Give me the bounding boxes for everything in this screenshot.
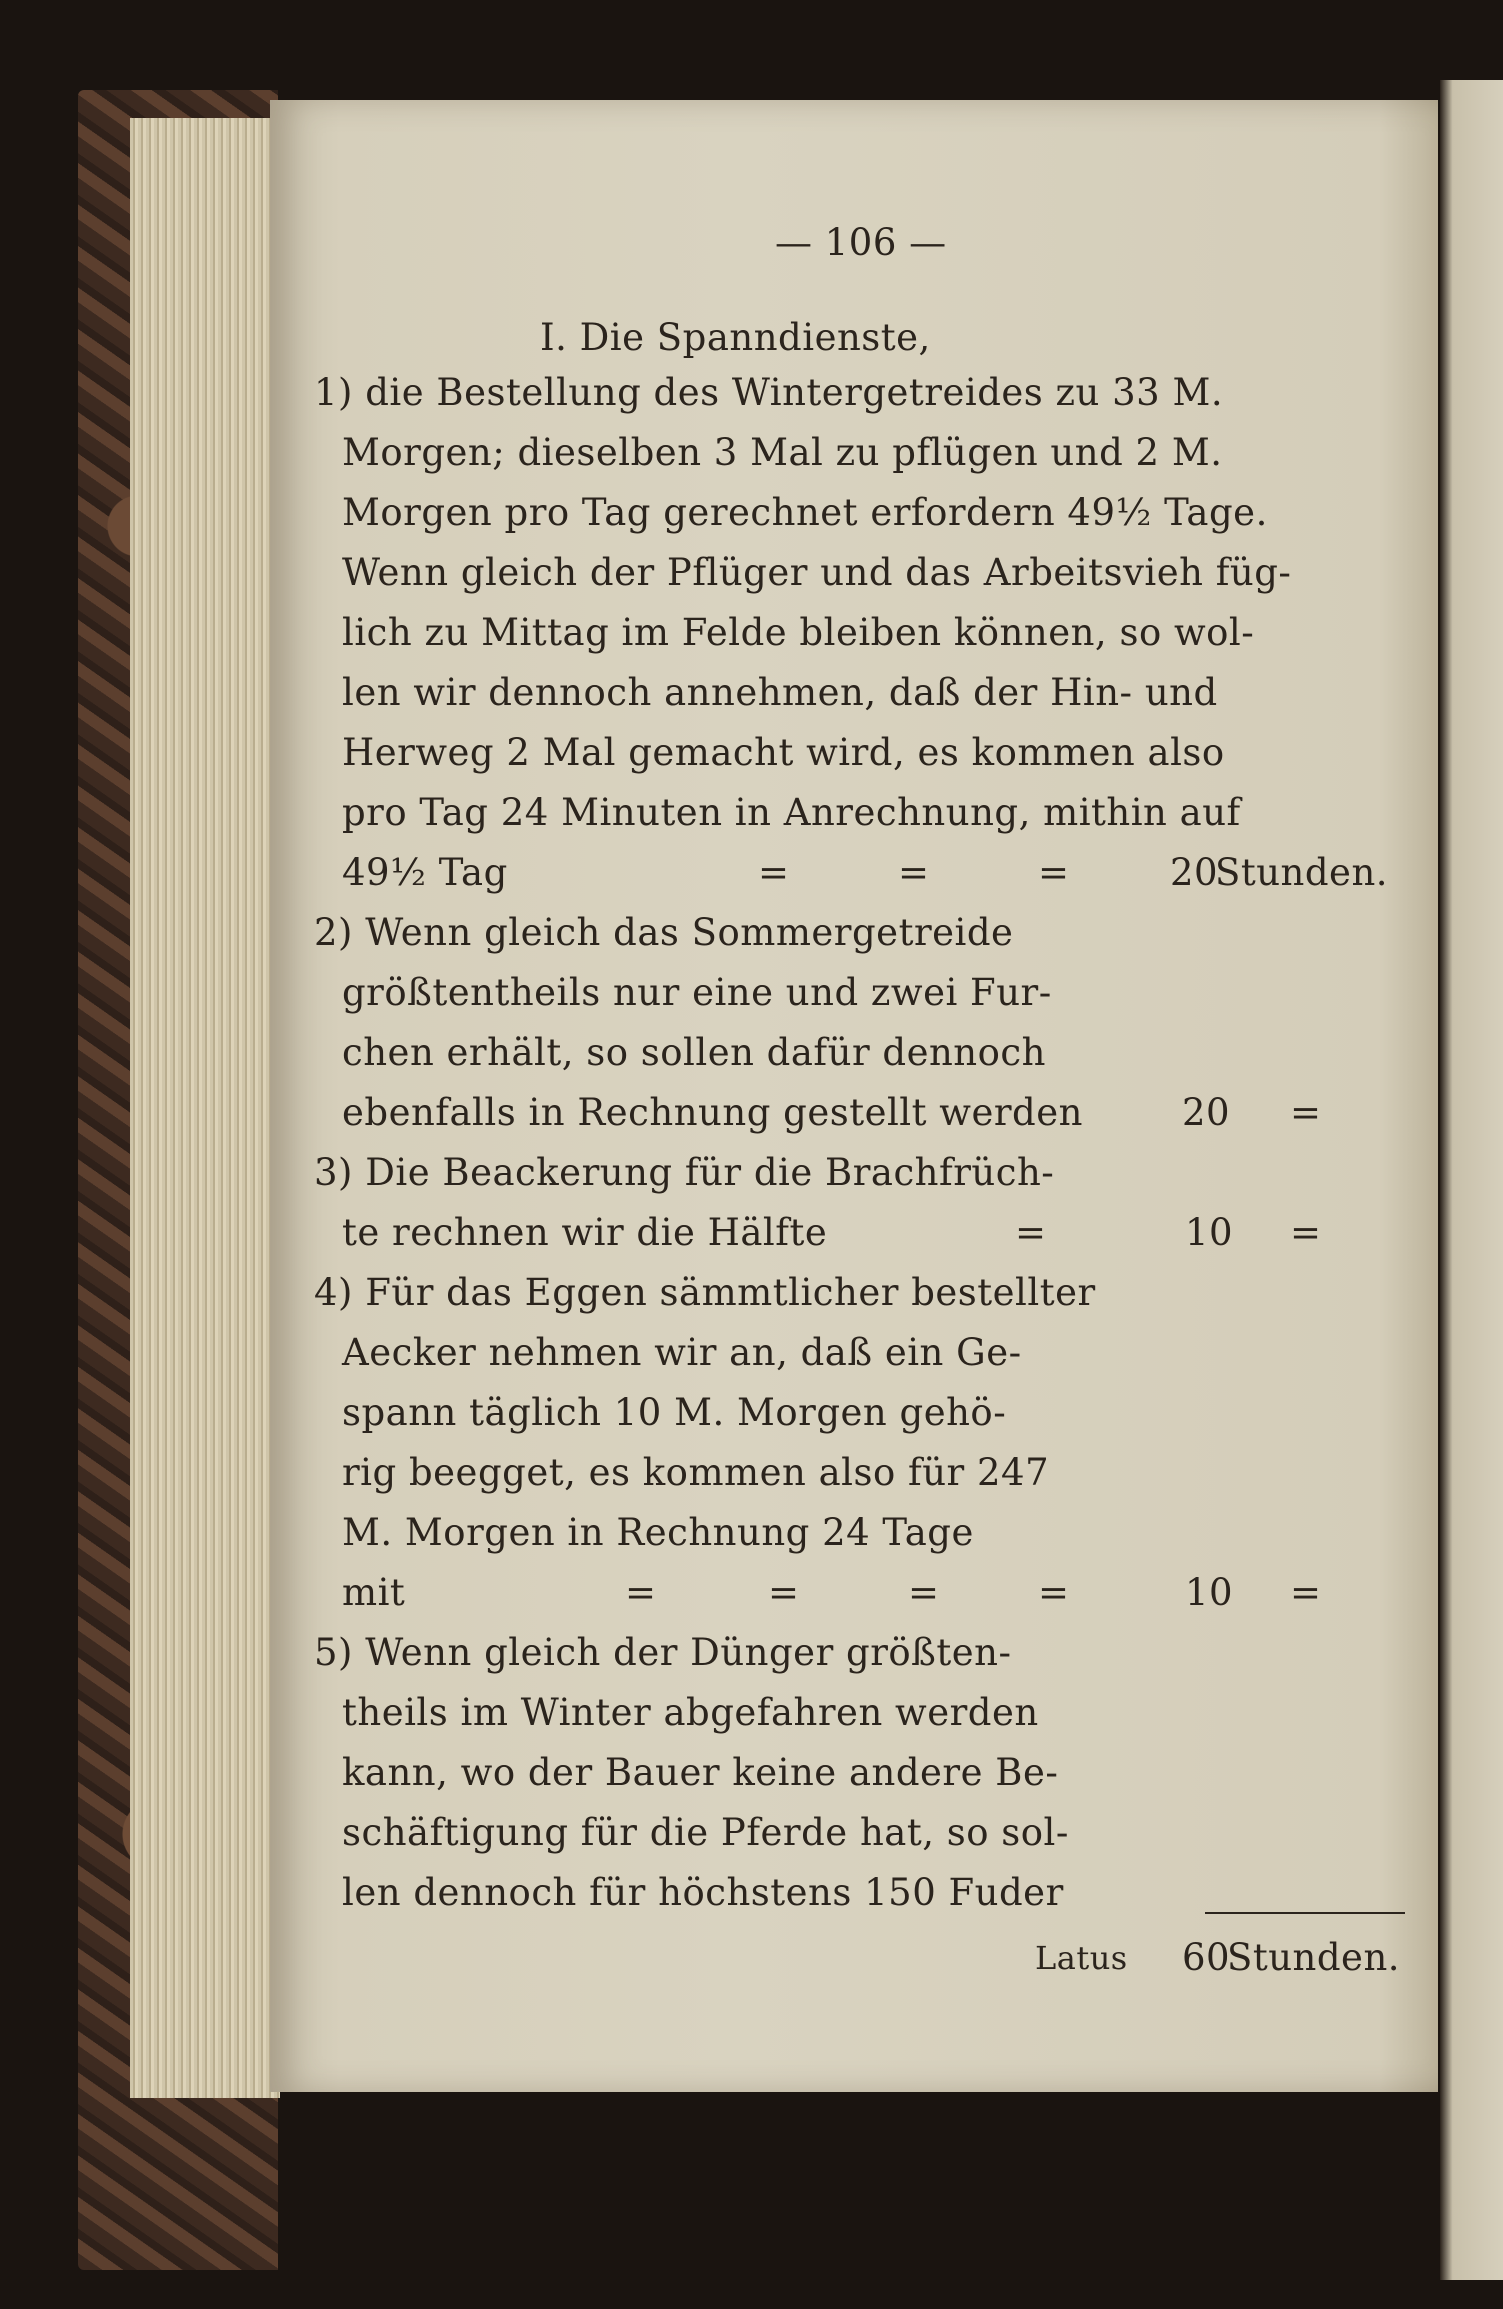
item-1-unit: Stunden. bbox=[1215, 851, 1389, 894]
ditto-mark: = bbox=[625, 1571, 657, 1614]
section-heading: I. Die Spanndienste, bbox=[540, 316, 931, 359]
item-4-line-3: spann täglich 10 M. Morgen gehö- bbox=[342, 1391, 1007, 1434]
page-edges bbox=[130, 118, 280, 2098]
book-page bbox=[270, 100, 1438, 2092]
ditto-mark: = bbox=[1038, 851, 1070, 894]
item-4-line-4: rig beegget, es kommen also für 247 bbox=[342, 1451, 1050, 1494]
item-4-line-6: mit bbox=[342, 1571, 406, 1614]
item-4-line-2: Aecker nehmen wir an, daß ein Ge- bbox=[342, 1331, 1022, 1374]
latus-unit: Stunden. bbox=[1227, 1936, 1401, 1979]
item-1-line-5: lich zu Mittag im Felde bleiben können, so wol- bbox=[342, 611, 1255, 654]
item-5-line-4: schäftigung für die Pferde hat, so sol- bbox=[342, 1811, 1069, 1854]
facing-page-edge bbox=[1440, 80, 1503, 2280]
item-1-line-6: len wir dennoch annehmen, daß der Hin- und bbox=[342, 671, 1218, 714]
item-2-unit: = bbox=[1290, 1091, 1322, 1134]
item-2-line-2: größtentheils nur eine und zwei Fur- bbox=[342, 971, 1052, 1014]
item-1-line-2: Morgen; dieselben 3 Mal zu pflügen und 2 M. bbox=[342, 431, 1223, 474]
sum-rule bbox=[1205, 1912, 1405, 1914]
ditto-mark: = bbox=[768, 1571, 800, 1614]
item-5-line-5: len dennoch für höchstens 150 Fuder bbox=[342, 1871, 1064, 1914]
item-4-line-5: M. Morgen in Rechnung 24 Tage bbox=[342, 1511, 974, 1554]
item-1-line-1: 1) die Bestellung des Wintergetreides zu 33 M. bbox=[314, 371, 1224, 414]
item-1-last-line: 49½ Tag bbox=[342, 851, 508, 894]
item-3-line-2: te rechnen wir die Hälfte bbox=[342, 1211, 828, 1254]
item-3-amount: 10 bbox=[1185, 1211, 1234, 1254]
page-number-header: — 106 — bbox=[775, 221, 947, 264]
latus-label: Latus bbox=[1035, 1939, 1128, 1977]
item-5-line-2: theils im Winter abgefahren werden bbox=[342, 1691, 1039, 1734]
item-2-line-1: 2) Wenn gleich das Sommergetreide bbox=[314, 911, 1014, 954]
ditto-mark: = bbox=[1038, 1571, 1070, 1614]
item-1-line-7: Herweg 2 Mal gemacht wird, es kommen also bbox=[342, 731, 1225, 774]
item-5-line-3: kann, wo der Bauer keine andere Be- bbox=[342, 1751, 1059, 1794]
item-1-amount: 20 bbox=[1170, 851, 1219, 894]
item-3-unit: = bbox=[1290, 1211, 1322, 1254]
ditto-mark: = bbox=[758, 851, 790, 894]
item-5-line-1: 5) Wenn gleich der Dünger größten- bbox=[314, 1631, 1012, 1674]
item-4-unit: = bbox=[1290, 1571, 1322, 1614]
latus-amount: 60 bbox=[1182, 1936, 1231, 1979]
item-2-line-4: ebenfalls in Rechnung gestellt werden bbox=[342, 1091, 1083, 1134]
ditto-mark: = bbox=[1015, 1211, 1047, 1254]
item-2-line-3: chen erhält, so sollen dafür dennoch bbox=[342, 1031, 1046, 1074]
ditto-mark: = bbox=[898, 851, 930, 894]
item-4-line-1: 4) Für das Eggen sämmtlicher bestellter bbox=[314, 1271, 1096, 1314]
item-2-amount: 20 bbox=[1182, 1091, 1231, 1134]
item-4-amount: 10 bbox=[1185, 1571, 1234, 1614]
item-1-line-8: pro Tag 24 Minuten in Anrechnung, mithin auf bbox=[342, 791, 1241, 834]
ditto-mark: = bbox=[908, 1571, 940, 1614]
item-1-line-4: Wenn gleich der Pflüger und das Arbeitsvieh füg- bbox=[342, 551, 1292, 594]
item-1-line-3: Morgen pro Tag gerechnet erfordern 49½ Tage. bbox=[342, 491, 1268, 534]
item-3-line-1: 3) Die Beackerung für die Brachfrüch- bbox=[314, 1151, 1055, 1194]
